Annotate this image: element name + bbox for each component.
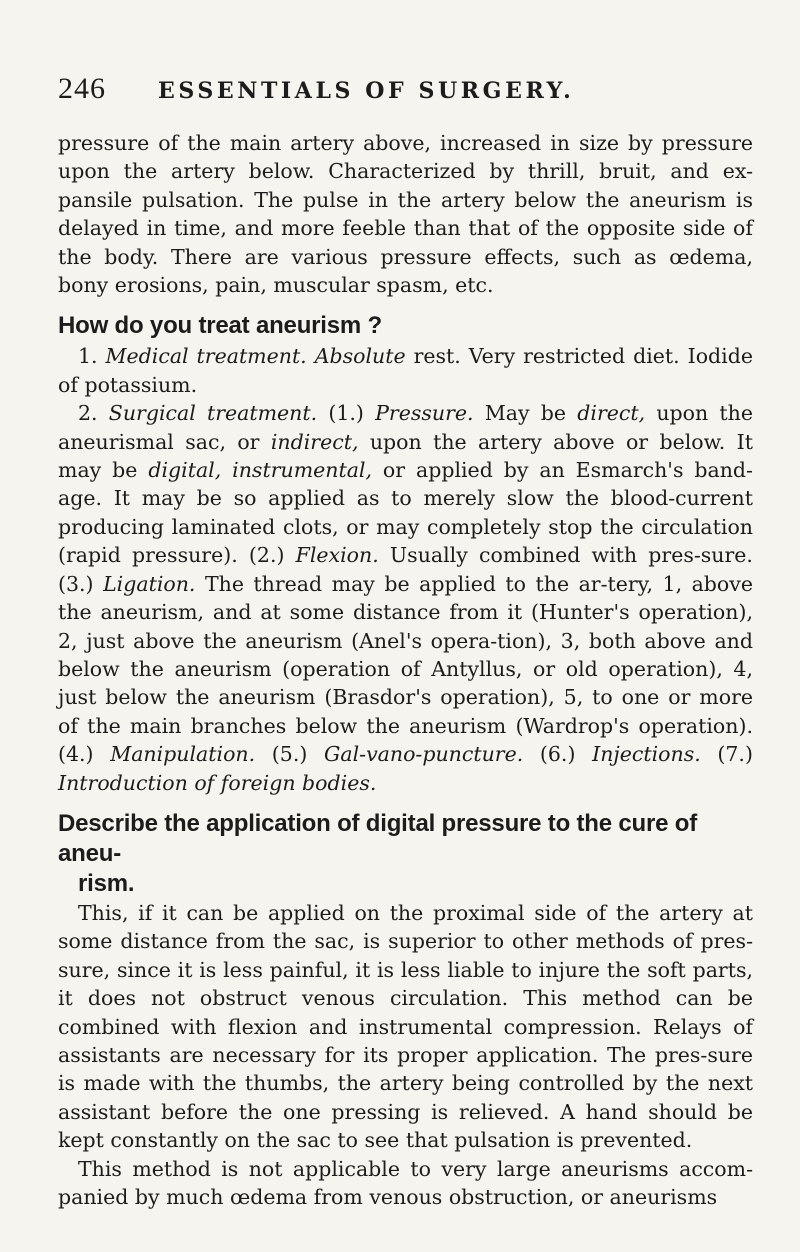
page-number: 246 bbox=[58, 72, 106, 105]
text-run: The thread may be applied to the ar-tery, 1, above the aneurism, and at some distance from it (Hunter's operation), 2, just above the aneurism (Anel's opera-tion), 3, both above and below the aneurism (operation of Antyllus, or old operation), 4, just below the aneurism (Brasdor's operation), 5, to one or more of the main branches below the aneurism (Wardrop's operation). bbox=[58, 571, 753, 738]
sub-number: (2.) bbox=[248, 543, 285, 568]
question-digital-pressure bbox=[58, 809, 753, 899]
term-digital: digital, bbox=[148, 458, 222, 483]
running-title: ESSENTIALS OF SURGERY. bbox=[158, 78, 575, 104]
text-run: Usually combined with pres-sure. bbox=[389, 543, 753, 568]
answer-digital-pressure-limits: This method is not applicable to very large aneurisms accom-panied by much œdema from venous obstruction, or aneurisms bbox=[58, 1156, 753, 1209]
manipulation-label: Manipulation. bbox=[110, 742, 256, 767]
term-indirect: indirect, bbox=[270, 429, 359, 454]
question-line: Describe the application of digital pressure to the cure of aneu- bbox=[58, 809, 697, 867]
text-run: or applied by an Esmarch's band-age. It may be so applied as to merely slow the blood-current producing laminated clots, or may completely stop the circulation (rapid pressure). bbox=[58, 458, 753, 568]
injections-label: Injections. bbox=[592, 742, 701, 767]
foreign-bodies-label: Introduction of foreign bodies. bbox=[58, 770, 377, 795]
text-run: May be bbox=[484, 401, 567, 426]
sub-number: (7.) bbox=[717, 742, 753, 767]
galvano-puncture-label: Gal-vano-puncture. bbox=[323, 742, 524, 767]
answer-medical-treatment bbox=[58, 342, 753, 399]
medical-treatment-label: Medical treatment. bbox=[105, 344, 307, 369]
flexion-label: Flexion. bbox=[295, 543, 379, 568]
sub-number: (1.) bbox=[328, 401, 364, 426]
sub-number: (4.) bbox=[58, 742, 94, 767]
page-header bbox=[58, 72, 753, 110]
question-treat-aneurism: How do you treat aneurism ? bbox=[58, 312, 382, 340]
answer-surgical-treatment bbox=[58, 399, 753, 797]
sub-number: (6.) bbox=[539, 742, 576, 767]
sub-number: (3.) bbox=[58, 571, 94, 596]
item-number: 1. bbox=[78, 344, 98, 369]
term-direct: direct, bbox=[577, 401, 646, 426]
absolute-label: Absolute bbox=[314, 344, 406, 369]
medical-treatment-text: rest. Very restricted diet. Iodide of potassium. bbox=[58, 344, 753, 397]
ligation-label: Ligation. bbox=[103, 571, 196, 596]
item-number: 2. bbox=[78, 401, 98, 426]
text-run: upon the aneurismal sac, or bbox=[58, 401, 753, 454]
answer-digital-pressure: This, if it can be applied on the proximal side of the artery at some distance from the sac, is superior to other methods of pres-sure, since it is less painful, it is less liable to injure the soft parts, it does not obstruct venous circulation. This method can be combined with flexion and instrumental compression. Relays of assistants are necessary for its proper application. The pres-sure is made with the thumbs, the artery being controlled by the next assistant before the one pressing is relieved. A hand should be kept constantly on the sac to see that pulsation is prevented. bbox=[58, 900, 753, 1153]
text-run: upon the artery above or below. It may be bbox=[58, 429, 753, 483]
paragraph-symptoms: pressure of the main artery above, increased in size by pressure upon the artery below. Characterized by thrill, bruit, and ex-pansile pulsation. The pulse in the artery below the aneurism is delayed in time, and more feeble than that of the opposite side of the body. There are various pressure effects, such as œdema, bony erosions, pain, muscular spasm, etc. bbox=[58, 131, 753, 298]
term-instrumental: instrumental, bbox=[232, 458, 372, 483]
sub-number: (5.) bbox=[271, 742, 308, 767]
question-line: rism. bbox=[78, 869, 135, 897]
pressure-label: Pressure. bbox=[375, 401, 474, 426]
surgical-treatment-label: Surgical treatment. bbox=[108, 401, 318, 426]
